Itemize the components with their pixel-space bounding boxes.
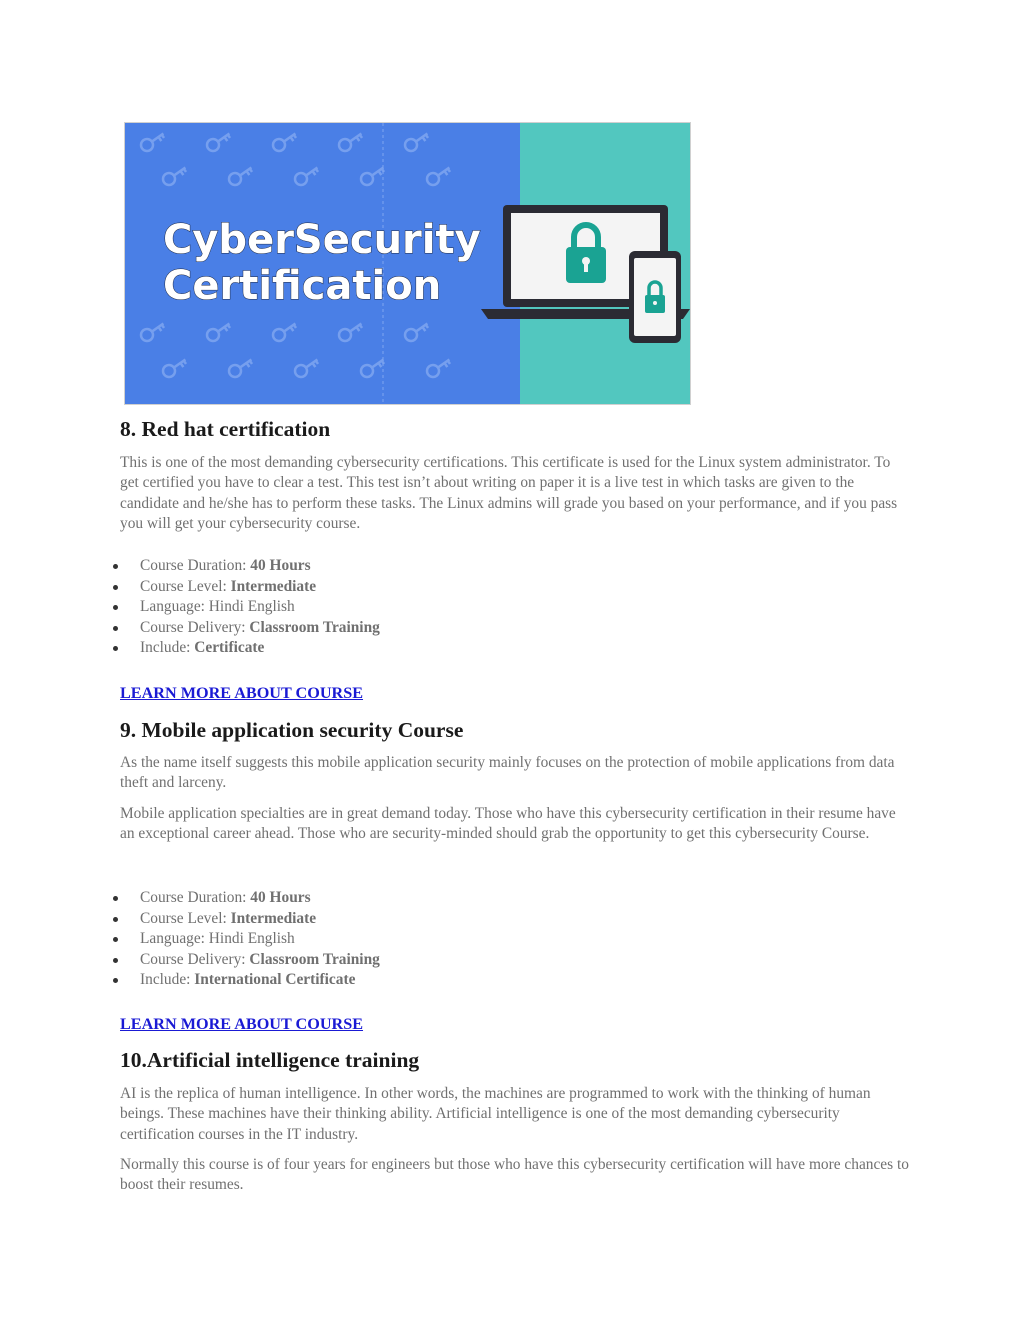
banner-title-line2: Certification [163,263,442,309]
phone-icon [629,251,681,343]
section-paragraph: Mobile application specialties are in great demand today. Those who have this cybersecurity certification in their resume have an exceptional career ahead. Those who are security-minded should grab the opportunity to get this cybersecurity Course. [120,805,896,843]
list-item: Course Level: Intermediate [104,577,380,598]
section-paragraph: As the name itself suggests this mobile application security mainly focuses on the protection of mobile applications from data theft and larceny. [120,754,895,792]
course-facts-list [104,556,380,659]
section-paragraph: Normally this course is of four years for engineers but those who have this cybersecurity certification will have more chances to boost their resumes. [120,1156,909,1194]
list-item: Course Duration: 40 Hours [104,556,380,577]
section-heading-red-hat: 8. Red hat certification [120,417,331,441]
list-item: Include: Certificate [104,638,380,659]
list-item: Course Duration: 40 Hours [104,888,380,909]
course-facts-list [104,888,380,991]
banner-illustration [125,123,691,405]
cybersecurity-banner-image [124,122,691,405]
banner-title-line1: CyberSecurity [163,217,481,263]
list-item: Course Level: Intermediate [104,909,380,930]
learn-more-link[interactable]: LEARN MORE ABOUT COURSE [120,1015,364,1033]
section-heading-mobile-security: 9. Mobile application security Course [120,718,464,742]
list-item: Language: Hindi English [104,929,380,950]
learn-more-link[interactable]: LEARN MORE ABOUT COURSE [120,684,364,702]
section-heading-ai-training: 10.Artificial intelligence training [120,1048,420,1072]
list-item: Course Delivery: Classroom Training [104,950,380,971]
list-item: Language: Hindi English [104,597,380,618]
list-item: Include: International Certificate [104,970,380,991]
list-item: Course Delivery: Classroom Training [104,618,380,639]
section-paragraph: This is one of the most demanding cybersecurity certifications. This certificate is used for the Linux system administrator. To get certified you have to clear a test. This test isn’t about writing on paper it is a live test in which tasks are given to the candidate and he/she has to perform these tasks. The Linux admins will grade you based on your performance, and if you pass you will get your cybersecurity course. [120,454,898,533]
section-paragraph: AI is the replica of human intelligence. In other words, the machines are programmed to work with the thinking of human beings. These machines have their thinking ability. Artificial intelligence is one of the most demanding cybersecurity certification courses in the IT industry. [120,1085,871,1143]
